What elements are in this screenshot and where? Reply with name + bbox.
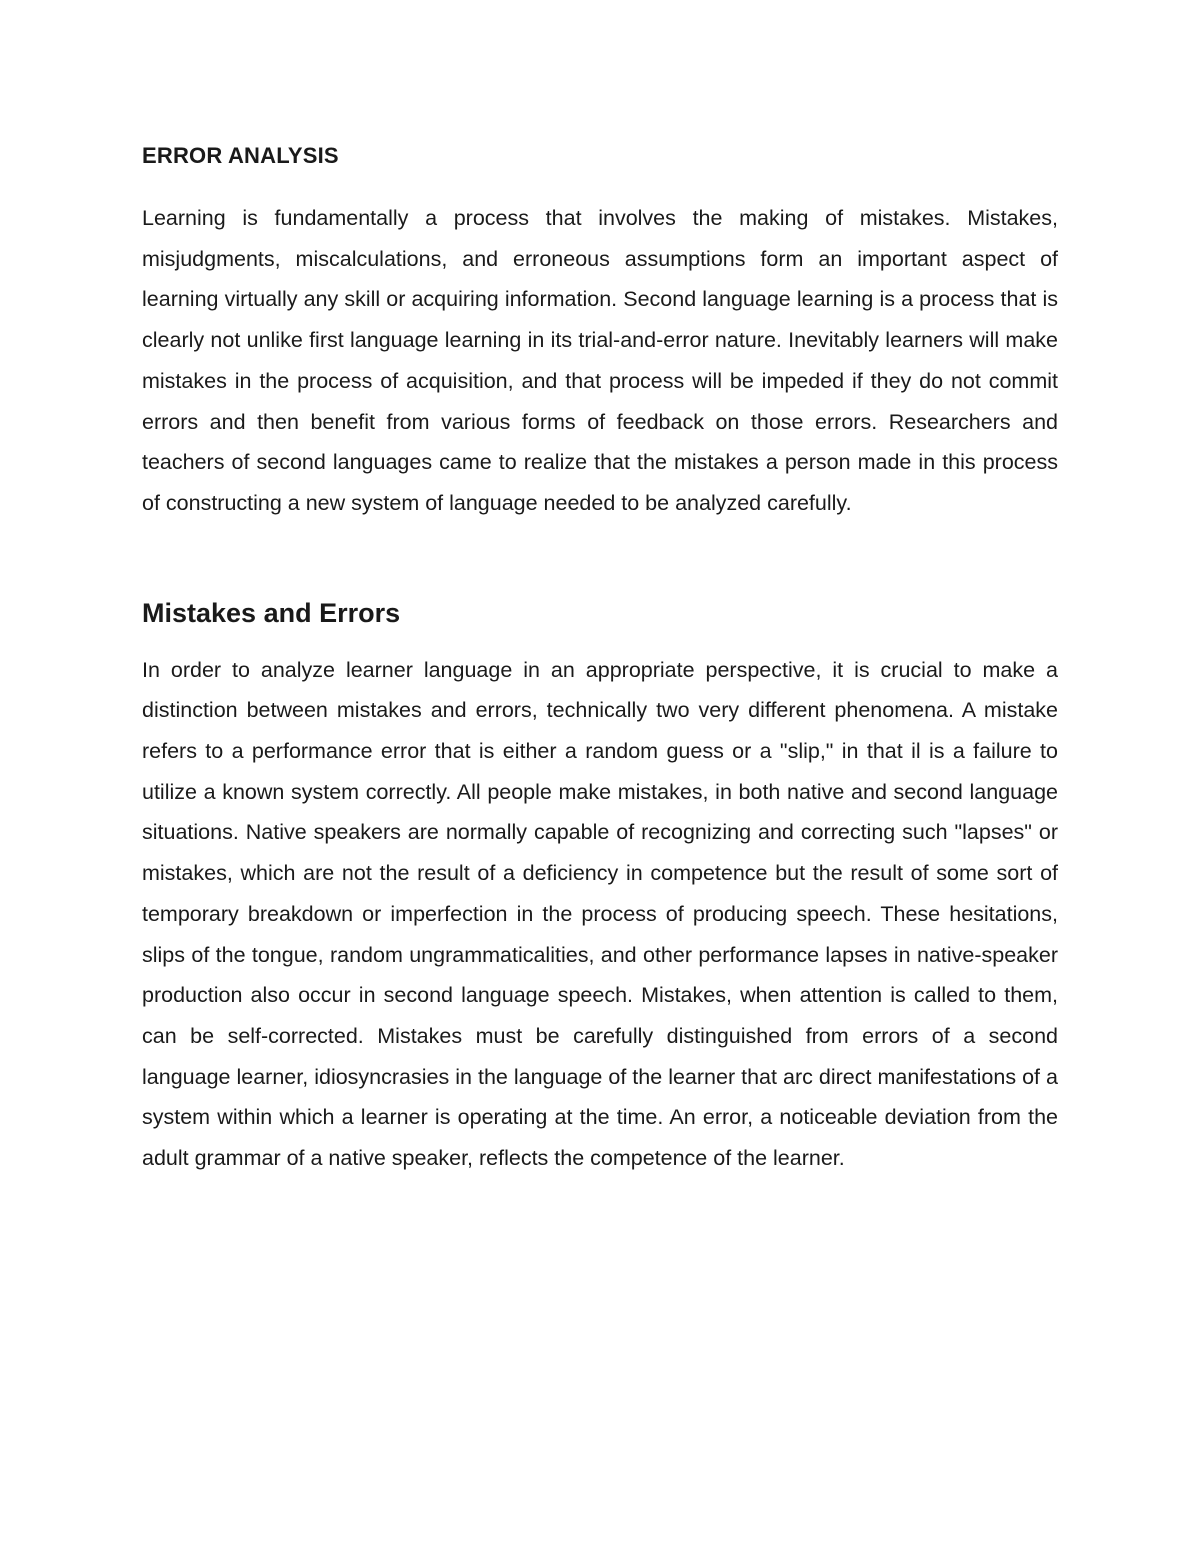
document-page bbox=[142, 140, 1058, 1179]
section-heading: Mistakes and Errors bbox=[142, 597, 401, 628]
document-title: ERROR ANALYSIS bbox=[142, 143, 339, 168]
section-paragraph: In order to analyze learner language in an appropriate perspective, it is crucial to make a distinction between mistakes and errors, technically two very different phenomena. A mistake refers to a performance error that is either a random guess or a "slip," in that il is a failure to utilize a known system correctly. All people make mistakes, in both native and second language situations. Native speakers are normally capable of recognizing and correcting such "lapses" or mistakes, which are not the result of a deficiency in competence but the result of some sort of temporary breakdown or imperfection in the process of producing speech. These hesitations, slips of the tongue, random ungrammaticalities, and other performance lapses in native-speaker production also occur in second language speech. Mistakes, when attention is called to them, can be self-corrected. Mistakes must be carefully distinguished from errors of a second language learner, idiosyncrasies in the language of the learner that arc direct manifestations of a system within which a learner is operating at the time. An error, a noticeable deviation from the adult grammar of a native speaker, reflects the competence of the learner. bbox=[142, 657, 1058, 1171]
intro-paragraph: Learning is fundamentally a process that involves the making of mistakes. Mistakes, misjudgments, miscalculations, and erroneous assumptions form an important aspect of learning virtually any skill or acquiring information. Second language learning is a process that is clearly not unlike first language learning in its trial-and-error nature. Inevitably learners will make mistakes in the process of acquisition, and that process will be impeded if they do not commit errors and then benefit from various forms of feedback on those errors. Researchers and teachers of second languages came to realize that the mistakes a person made in this process of constructing a new system of language needed to be analyzed carefully. bbox=[142, 206, 1058, 515]
